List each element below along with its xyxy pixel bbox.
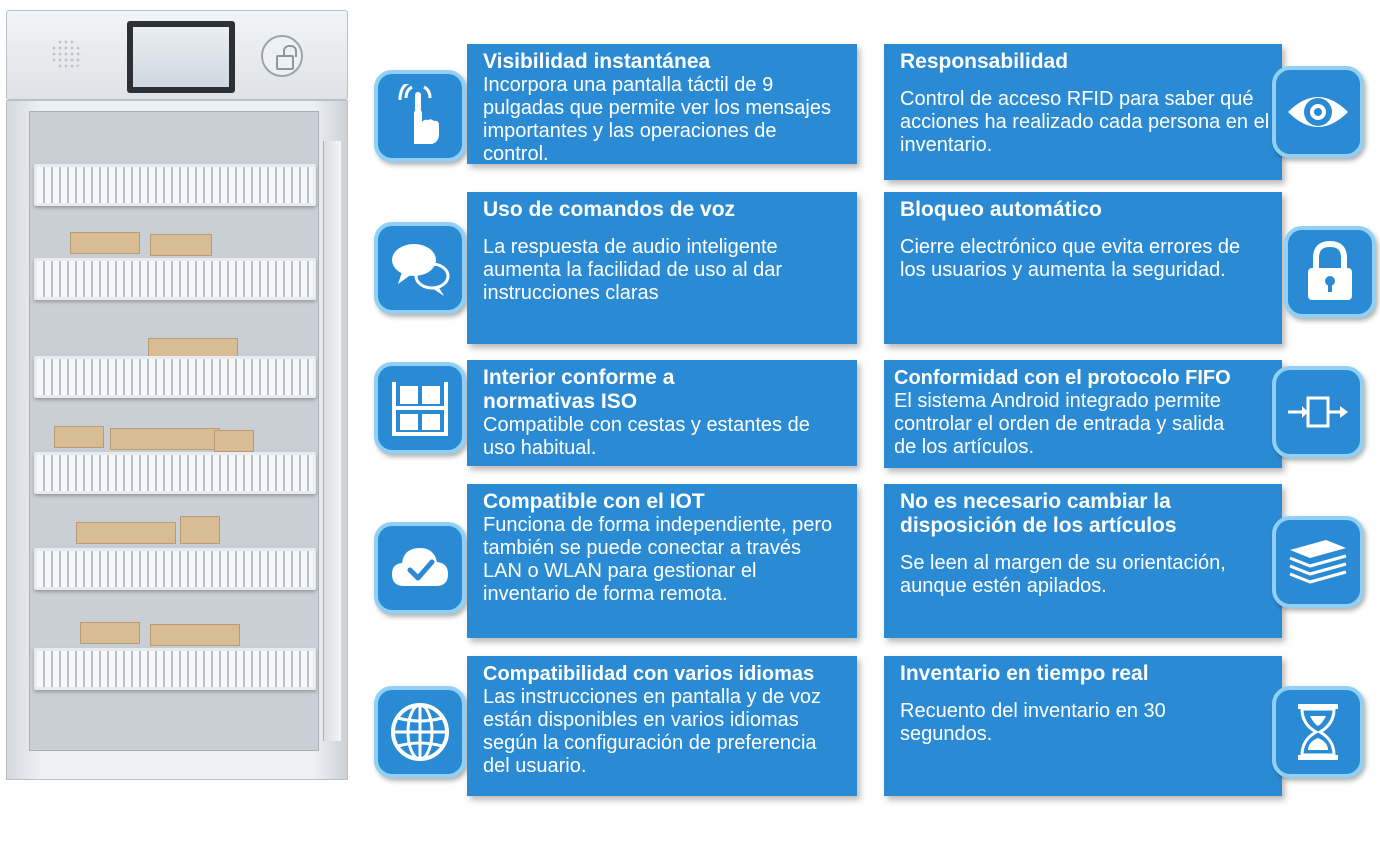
drawer-basket bbox=[34, 164, 316, 206]
feature-text: La respuesta de audio inteligente aumenta la facilidad de uso al dar instrucciones claras bbox=[483, 236, 783, 304]
feature-card bbox=[467, 192, 857, 344]
cabinet-interior bbox=[29, 111, 319, 751]
feature-card bbox=[884, 484, 1282, 638]
feature-text: Las instrucciones en pantalla y de voz están disponibles en varios idiomas según la configuración de preferencia del usuario. bbox=[483, 686, 821, 777]
feature-text: Se leen al margen de su orientación, aunque estén apilados. bbox=[900, 552, 1226, 597]
feature-text: Cierre electrónico que evita errores de los usuarios y aumenta la seguridad. bbox=[900, 236, 1241, 281]
stacked-papers-icon bbox=[1272, 516, 1364, 608]
feature-title: Responsabilidad bbox=[900, 50, 1069, 73]
touch-icon bbox=[374, 70, 466, 162]
feature-text: El sistema Android integrado permite controlar el orden de entrada y salida de los artículos. bbox=[894, 390, 1225, 458]
cabinet-top-panel bbox=[6, 10, 348, 100]
feature-title: Visibilidad instantánea bbox=[483, 50, 711, 73]
feature-title: Conformidad con el protocolo FIFO bbox=[894, 367, 1231, 389]
unlock-icon bbox=[261, 35, 303, 77]
feature-title: Uso de comandos de voz bbox=[483, 198, 736, 221]
cloud-check-icon bbox=[374, 522, 466, 614]
feature-card bbox=[884, 192, 1282, 344]
feature-card bbox=[467, 44, 857, 164]
feature-text: Incorpora una pantalla táctil de 9 pulgadas que permite ver los mensajes importantes y las operaciones de control. bbox=[483, 74, 831, 165]
feature-title: Inventario en tiempo real bbox=[900, 662, 1149, 685]
cabinet-body bbox=[6, 100, 348, 780]
drawer-basket bbox=[34, 356, 316, 398]
drawer-basket bbox=[34, 258, 316, 300]
padlock-icon bbox=[1284, 226, 1376, 318]
drawer-basket bbox=[34, 452, 316, 494]
cabinet-door-edge bbox=[323, 141, 341, 741]
drawer-basket bbox=[34, 648, 316, 690]
speaker-grille bbox=[51, 39, 83, 71]
rfid-cabinet-image bbox=[6, 10, 348, 780]
cabinet-touchscreen bbox=[127, 21, 235, 93]
feature-card bbox=[884, 656, 1282, 796]
feature-title: Bloqueo automático bbox=[900, 198, 1102, 221]
eye-icon bbox=[1272, 66, 1364, 158]
speech-bubbles-icon bbox=[374, 222, 466, 314]
globe-icon bbox=[374, 686, 466, 778]
feature-text: Control de acceso RFID para saber qué acciones ha realizado cada persona en el inventario. bbox=[900, 88, 1270, 156]
feature-title: Compatibilidad con varios idiomas bbox=[483, 663, 815, 685]
feature-card bbox=[467, 484, 857, 638]
feature-text: Funciona de forma independiente, pero también se puede conectar a través LAN o WLAN para gestionar el inventario de forma remota. bbox=[483, 514, 833, 605]
feature-card bbox=[467, 360, 857, 466]
shelf-boxes-icon bbox=[374, 362, 466, 454]
feature-text: Compatible con cestas y estantes de uso habitual. bbox=[483, 414, 810, 459]
feature-card bbox=[467, 656, 857, 796]
feature-card bbox=[884, 360, 1282, 468]
hourglass-icon bbox=[1272, 686, 1364, 778]
feature-card bbox=[884, 44, 1282, 180]
drawer-basket bbox=[34, 548, 316, 590]
fifo-arrow-icon bbox=[1272, 366, 1364, 458]
feature-title: No es necesario cambiar la disposición de los artículos bbox=[900, 490, 1177, 537]
feature-title: Compatible con el IOT bbox=[483, 490, 705, 513]
feature-title: Interior conforme a normativas ISO bbox=[483, 366, 675, 413]
feature-text: Recuento del inventario en 30 segundos. bbox=[900, 700, 1166, 745]
